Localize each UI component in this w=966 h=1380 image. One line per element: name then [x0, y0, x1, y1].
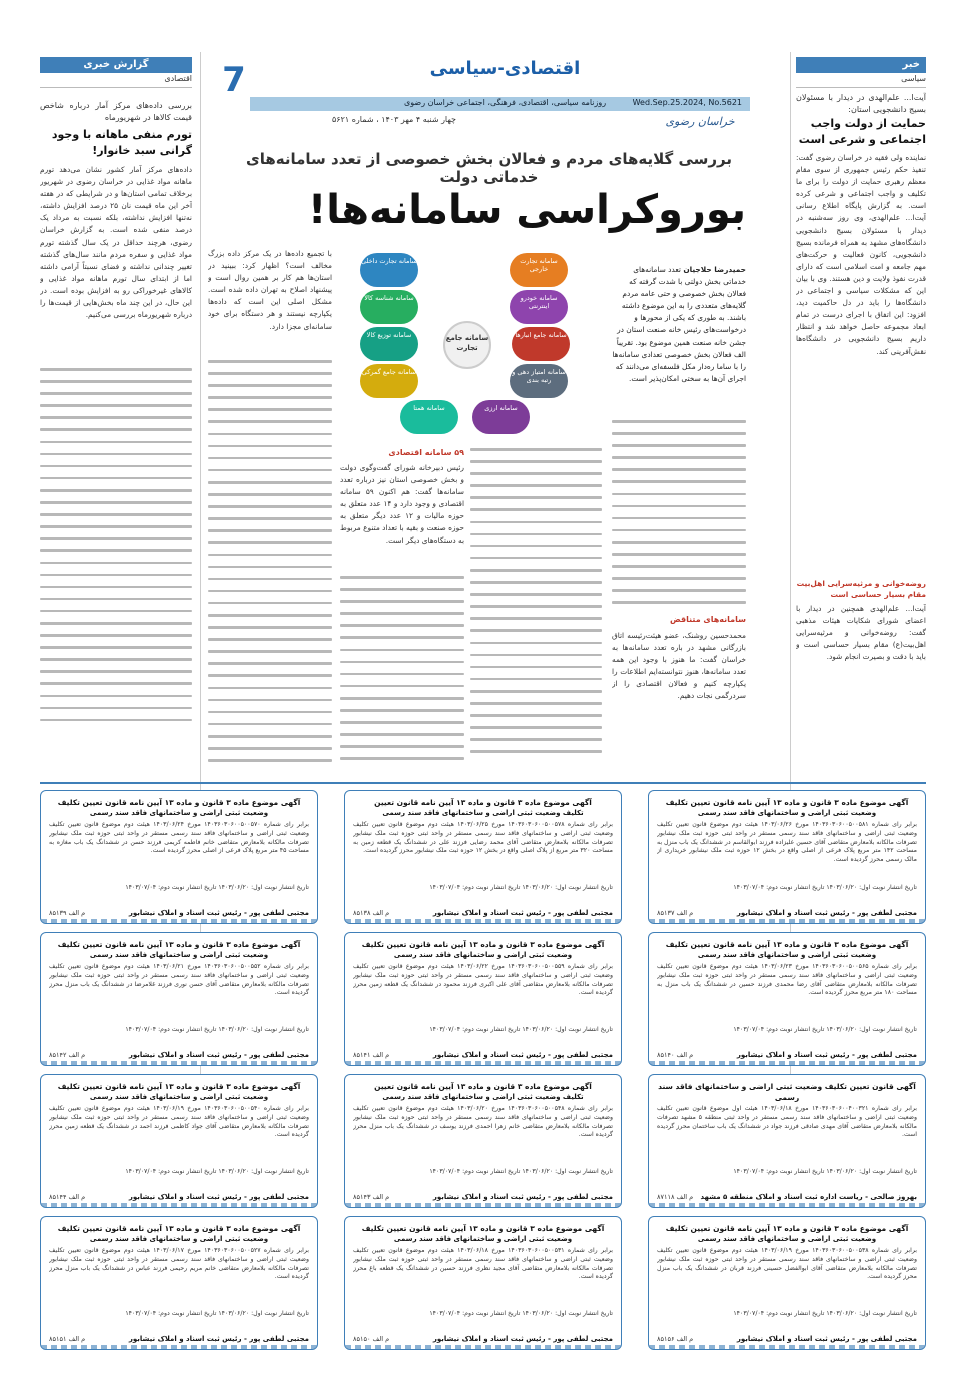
infographic-petal: سامانه توزیع کالا — [360, 327, 418, 361]
infographic-petal: سامانه شناسه کالا — [360, 290, 418, 324]
ad-border-stripe — [41, 1061, 317, 1065]
column-2-text-b — [470, 690, 602, 770]
ad-subtitle: وضعیت ثبتی اراضی و ساختمانهای فاقد سند رسمی — [393, 951, 573, 959]
date-en: Wed.Sep.25.2024, No.5621 — [632, 98, 742, 107]
ad-signature: مجتبی لطفی پور - رئیس ثبت اسناد و املاک نیشابور — [128, 1335, 309, 1343]
infographic-petal: سامانه جامع گمرکی — [360, 364, 418, 398]
ad-dates: تاریخ انتشار نوبت اول: ۱۴۰۳/۰۶/۲۰ تاریخ انتشار نوبت دوم: ۱۴۰۳/۰۷/۰۴ — [125, 1168, 309, 1175]
ad-title: آگهی موضوع ماده ۳ قانون و ماده ۱۳ آیین نامه قانون تعیین تکلیف — [57, 798, 301, 807]
ad-dates: تاریخ انتشار نوبت اول: ۱۴۰۳/۰۶/۲۰ تاریخ انتشار نوبت دوم: ۱۴۰۳/۰۷/۰۴ — [429, 1310, 613, 1317]
ad-dates: تاریخ انتشار نوبت اول: ۱۴۰۳/۰۶/۲۰ تاریخ انتشار نوبت دوم: ۱۴۰۳/۰۷/۰۴ — [429, 1168, 613, 1175]
ads-divider — [40, 782, 926, 784]
divider — [796, 87, 926, 88]
divider — [40, 87, 192, 88]
side-label-report: گزارش خبری — [40, 57, 192, 73]
ad-code: م الف ۸۵۱۴۲ — [49, 1051, 86, 1059]
ad-signature: مجتبی لطفی پور - رئیس ثبت اسناد و املاک نیشابور — [128, 1193, 309, 1201]
ad-code: م الف ۸۵۱۴۰ — [657, 1051, 694, 1059]
ad-title: آگهی موضوع ماده ۳ قانون و ماده ۱۳ آیین نامه قانون تعیین تکلیف — [57, 1224, 301, 1233]
ad-title: آگهی موضوع ماده ۳ قانون و ماده ۱۳ آیین نامه قانون تعیین تکلیف — [665, 1224, 909, 1233]
news-headline: حمایت از دولت واجب اجتماعی و شرعی است — [798, 117, 926, 146]
ad-signature: مجتبی لطفی پور - رئیس ثبت اسناد و املاک نیشابور — [128, 909, 309, 917]
ad-code: م الف ۸۵۱۳۸ — [353, 909, 390, 917]
ad-title: آگهی موضوع ماده ۳ قانون و ماده ۱۳ آیین نامه قانون تعیین تکلیف — [665, 940, 909, 949]
report-body-continued — [40, 368, 192, 728]
ad-subtitle: تکلیف وضعیت ثبتی اراضی و ساختمانهای فاقد سند رسمی — [382, 1093, 584, 1101]
subhead-59-systems: ۵۹ سامانه اقتصادی — [388, 448, 464, 457]
ad-body: برابر رای شماره ۱۴۰۳۶۰۳۰۶۰۰۵۰۰۵۳۸ مورخ ۱۴۰۳/۰۶/۱۹ هیئت دوم موضوع قانون تعیین تکلیف وضعیت ثبتی اراضی و ساختمانهای فاقد سند رسمی مستقر در واحد ثبتی حوزه ثبت ملک نیشابور تصرفات مالکانه بلامعارض متقاضی آقای ابوالفضل حسینی فرزند قربان در ششدانگ یک باب منزل محرز گردیده است. — [657, 1247, 917, 1281]
infographic — [360, 248, 570, 438]
ad-title: آگهی موضوع ماده ۳ قانون و ماده ۱۳ آیین نامه قانون تعیین — [374, 1082, 592, 1091]
ad-title: آگهی قانون تعیین تکلیف وضعیت ثبتی اراضی و ساختمانهای فاقد سند رسمی — [658, 1082, 916, 1102]
legal-ad — [40, 932, 318, 1066]
ad-body: برابر رای شماره ۱۴۰۳۶۰۳۰۶۰۰۵۰۰۵۷۸ مورخ ۱۴۰۳/۰۶/۲۵ هیئت دوم موضوع قانون تعیین تکلیف وضعیت ثبتی اراضی و ساختمانهای فاقد سند رسمی مستقر در واحد ثبتی حوزه ثبت ملک نیشابور تصرفات مالکانه بلامعارض متقاضی آقای محمد رضایی فرزند علی در ششدانگ یک قطعه زمین به مساحت ۳۲۰ متر مربع از پلاک اصلی واقع در بخش ۱۲ حوزه ثبت ملک نیشابور محرز گردیده است. — [353, 821, 613, 855]
header-bar — [250, 97, 750, 111]
report-headline: تورم منفی ماهانه با وجود گرانی سبد خانوار! — [51, 128, 192, 157]
ad-border-stripe — [649, 1345, 925, 1349]
ad-signature: مجتبی لطفی پور - رئیس ثبت اسناد و املاک نیشابور — [736, 1335, 917, 1343]
ad-signature: مجتبی لطفی پور - رئیس ثبت اسناد و املاک نیشابور — [432, 1335, 613, 1343]
report-intro: بررسی داده‌های مرکز آمار درباره شاخص قیمت کالاها در شهریورماه — [40, 101, 192, 123]
side-sub-economy: اقتصادی — [164, 74, 192, 83]
ad-body: برابر رای شماره ۱۴۰۳۶۰۳۰۶۰۰۵۰۰۵۵۲ مورخ ۱۴۰۳/۰۶/۲۱ هیئت دوم موضوع قانون تعیین تکلیف وضعیت ثبتی اراضی و ساختمانهای فاقد سند رسمی مستقر در واحد ثبتی حوزه ثبت ملک نیشابور تصرفات مالکانه بلامعارض متقاضی آقای حسن نوری فرزند غلامرضا در ششدانگ یک باب منزل محرز گردیده است. — [49, 963, 309, 997]
ad-code: م الف ۸۵۱۳۷ — [657, 909, 694, 917]
ad-body: برابر رای شماره ۱۴۰۳۶۰۳۰۶۰۰۵۰۰۵۵۹ مورخ ۱۴۰۳/۰۶/۲۲ هیئت دوم موضوع قانون تعیین تکلیف وضعیت ثبتی اراضی و ساختمانهای فاقد سند رسمی مستقر در واحد ثبتی حوزه ثبت ملک نیشابور تصرفات مالکانه بلامعارض متقاضی آقای علی اکبری فرزند محمود در ششدانگ یک قطعه زمین محرز گردیده است. — [353, 963, 613, 997]
ad-body: برابر رای شماره ۱۴۰۳۶۰۳۰۶۰۰۵۰۰۵۲۷ مورخ ۱۴۰۳/۰۶/۱۷ هیئت دوم موضوع قانون تعیین تکلیف وضعیت ثبتی اراضی و ساختمانهای فاقد سند رسمی مستقر در واحد ثبتی حوزه ثبت ملک نیشابور تصرفات مالکانه بلامعارض متقاضی خانم مریم رحیمی فرزند عباس در ششدانگ یک باب منزل محرز گردیده است. — [49, 1247, 309, 1281]
infographic-petal: سامانه خودرو اینترنتی — [510, 290, 568, 324]
side-label-news: خبر — [796, 57, 926, 73]
ad-signature: مجتبی لطفی پور - رئیس ثبت اسناد و املاک نیشابور — [432, 1051, 613, 1059]
lead-continued — [612, 420, 746, 610]
ad-code: م الف ۸۵۱۴۱ — [353, 1051, 390, 1059]
tagline: روزنامه سیاسی، اقتصادی، فرهنگی، اجتماعی خراسان رضوی — [404, 98, 607, 107]
ad-dates: تاریخ انتشار نوبت اول: ۱۴۰۳/۰۶/۲۰ تاریخ انتشار نوبت دوم: ۱۴۰۳/۰۷/۰۴ — [429, 884, 613, 891]
infographic-petal: سامانه امتیاز دهی و رتبه بندی — [510, 364, 568, 398]
ad-body: برابر رای شماره ۱۴۰۳۶۰۳۰۶۰۰۵۰۰۵۸۱ مورخ ۱۴۰۳/۰۶/۲۶ هیئت دوم موضوع قانون تعیین تکلیف وضعیت ثبتی اراضی و ساختمانهای فاقد سند رسمی مستقر در واحد ثبتی حوزه ثبت ملک نیشابور تصرفات مالکانه بلامعارض متقاضی آقای حسین علیزاده فرزند ابوالقاسم در ششدانگ یک باب منزل به مساحت ۱۴۲ متر مربع پلاک فرعی از اصلی واقع در بخش ۱۲ حوزه ثبت ملک نیشابور خریداری از مالک رسمی محرز گردیده است. — [657, 821, 917, 864]
ad-subtitle: تکلیف وضعیت ثبتی اراضی و ساختمانهای فاقد سند رسمی — [382, 809, 584, 817]
ad-code: م الف ۸۵۱۵۶ — [657, 1335, 694, 1343]
ad-body: برابر رای شماره ۱۴۰۳۶۰۳۰۶۰۰۴۰۰۳۲۱ مورخ ۱۴۰۳/۰۶/۱۸ هیئت اول موضوع قانون تعیین تکلیف وضعیت ثبتی اراضی و ساختمانهای فاقد سند رسمی مستقر در واحد ثبتی منطقه ۵ مشهد تصرفات مالکانه بلامعارض متقاضی آقای مهدی صادقی فرزند جواد در ششدانگ یک باب ساختمان محرز گردیده است. — [657, 1105, 917, 1139]
article-lead — [612, 264, 746, 385]
ad-subtitle: وضعیت ثبتی اراضی و ساختمانهای فاقد سند رسمی — [89, 1093, 269, 1101]
subhead-contradictory-body: محمدحسین روشنک، عضو هیئت‌رئیسه اتاق بازرگانی مشهد در باره تعدد سامانه‌ها به خراسان گفت: ما هنوز با وجود این همه تعدد سامانه‌ها، هنوز نتوانسته‌ایم اطلاعات را یکپارچه کنیم و فعالان اقتصادی را از سردرگمی نجات دهیم. — [612, 631, 746, 701]
ad-border-stripe — [41, 919, 317, 923]
ad-border-stripe — [345, 1345, 621, 1349]
infographic-petal: سامانه تجارت خارجی — [510, 253, 568, 287]
legal-ad — [344, 1074, 622, 1208]
column-2-text — [470, 448, 602, 688]
ad-subtitle: وضعیت ثبتی اراضی و ساختمانهای فاقد سند رسمی — [89, 809, 269, 817]
article-kicker: بررسی گلایه‌های مردم و فعالان بخش خصوصی از تعدد سامانه‌های خدماتی دولت — [245, 150, 733, 186]
infographic-center: سامانه جامع تجارت — [443, 321, 491, 369]
ad-dates: تاریخ انتشار نوبت اول: ۱۴۰۳/۰۶/۲۰ تاریخ انتشار نوبت دوم: ۱۴۰۳/۰۷/۰۴ — [733, 1310, 917, 1317]
ad-body: برابر رای شماره ۱۴۰۳۶۰۳۰۶۰۰۵۰۰۵۴۰ مورخ ۱۴۰۳/۰۶/۱۹ هیئت دوم موضوع قانون تعیین تکلیف وضعیت ثبتی اراضی و ساختمانهای فاقد سند رسمی مستقر در واحد ثبتی حوزه ثبت ملک نیشابور تصرفات مالکانه بلامعارض متقاضی آقای جواد کاظمی فرزند احمد در ششدانگ یک قطعه زمین محرز گردیده است. — [49, 1105, 309, 1139]
news-subbody: آیت‌ا... علم‌الهدی همچنین در دیدار با اعضای شورای شکایات هیئات مذهبی گفت: روضه‌خوانی و مرثیه‌سرایی اهل‌بیت(ع) مقام بسیار حساسی است و باید با دقت و بصیرت انجام شود. — [796, 604, 926, 662]
ad-title: آگهی موضوع ماده ۳ قانون و ماده ۱۳ آیین نامه قانون تعیین تکلیف — [57, 1082, 301, 1091]
ad-title: آگهی موضوع ماده ۳ قانون و ماده ۱۳ آیین نامه قانون تعیین تکلیف — [361, 940, 605, 949]
legal-ad — [40, 1216, 318, 1350]
ad-signature: مجتبی لطفی پور - رئیس ثبت اسناد و املاک نیشابور — [736, 909, 917, 917]
legal-ad — [344, 790, 622, 924]
ad-dates: تاریخ انتشار نوبت اول: ۱۴۰۳/۰۶/۲۰ تاریخ انتشار نوبت دوم: ۱۴۰۳/۰۷/۰۴ — [125, 884, 309, 891]
ad-code: م الف ۸۵۱۴۴ — [49, 1193, 86, 1201]
ad-dates: تاریخ انتشار نوبت اول: ۱۴۰۳/۰۶/۲۰ تاریخ انتشار نوبت دوم: ۱۴۰۳/۰۷/۰۴ — [733, 1168, 917, 1175]
ad-dates: تاریخ انتشار نوبت اول: ۱۴۰۳/۰۶/۲۰ تاریخ انتشار نوبت دوم: ۱۴۰۳/۰۷/۰۴ — [429, 1026, 613, 1033]
ad-dates: تاریخ انتشار نوبت اول: ۱۴۰۳/۰۶/۲۰ تاریخ انتشار نوبت دوم: ۱۴۰۳/۰۷/۰۴ — [733, 1026, 917, 1033]
ad-code: م الف ۸۷۱۱۸ — [657, 1193, 694, 1201]
ad-title: آگهی موضوع ماده ۳ قانون و ماده ۱۳ آیین نامه قانون تعیین تکلیف — [57, 940, 301, 949]
legal-ad — [648, 790, 926, 924]
ad-body: برابر رای شماره ۱۴۰۳۶۰۳۰۶۰۰۵۰۰۵۳۱ مورخ ۱۴۰۳/۰۶/۱۸ هیئت دوم موضوع قانون تعیین تکلیف وضعیت ثبتی اراضی و ساختمانهای فاقد سند رسمی مستقر در واحد ثبتی حوزه ثبت ملک نیشابور تصرفات مالکانه بلامعارض متقاضی آقای مجید نظری فرزند حسین در ششدانگ یک قطعه باغ محرز گردیده است. — [353, 1247, 613, 1281]
ad-subtitle: وضعیت ثبتی اراضی و ساختمانهای فاقد سند رسمی — [89, 1235, 269, 1243]
ad-border-stripe — [649, 1203, 925, 1207]
news-intro: آیت‌ا... علم‌الهدی در دیدار با مسئولان بسیج دانشجویی استان: — [796, 93, 926, 114]
ad-subtitle: وضعیت ثبتی اراضی و ساختمانهای فاقد سند رسمی — [697, 809, 877, 817]
legal-ad — [40, 790, 318, 924]
ad-code: م الف ۸۵۱۵۰ — [353, 1335, 390, 1343]
column-3-text — [340, 576, 464, 771]
legal-ad — [344, 932, 622, 1066]
section-title: اقتصادی-سیاسی — [429, 58, 581, 79]
ad-border-stripe — [41, 1345, 317, 1349]
ad-body: برابر رای شماره ۱۴۰۳۶۰۳۰۶۰۰۵۰۰۵۷۰ مورخ ۱۴۰۳/۰۶/۲۴ هیئت دوم موضوع قانون تعیین تکلیف وضعیت ثبتی اراضی و ساختمانهای فاقد سند رسمی مستقر در واحد ثبتی حوزه ثبت ملک نیشابور تصرفات مالکانه بلامعارض متقاضی خانم فاطمه کریمی فرزند حسن در ششدانگ یک باب مغازه به مساحت ۴۵ متر مربع پلاک فرعی از اصلی محرز گردیده است. — [49, 821, 309, 855]
news-body: نماینده ولی فقیه در خراسان رضوی گفت: تنفیذ حکم رئیس جمهوری از سوی مقام معظم رهبری حمایت از دولت را برای ما تکلیف و واجب اجتماعی و شرعی کرده است. به گزارش پایگاه اطلاع رسانی آیت‌ا... علم‌الهدی، وی روز سه‌شنبه در دیدار با مسئولان بسیج دانشجویی دانشگاه‌های مشهد به همراه فرمانده بسیج دانشجویی، کانون فعالیت و حرکت‌های مهم جامعه و امت اسلامی است که دارای قدرت نفوذ ولایت و دین هستند. وی با بیان این که مشکلات سیاسی و اجتماعی در دانشگاه‌ها را باید در دل حاکمیت دید، افزود: این اتفاق با اجرای درست در تمام ابعاد مجموعه حاصل خواهد شد و انتظار داریم بسیج دانشجویی در دانشگاه‌ها نقش‌آفرینی کند. — [796, 153, 926, 356]
side-sub-politics: سیاسی — [901, 74, 926, 83]
ad-border-stripe — [649, 1061, 925, 1065]
ad-title: آگهی موضوع ماده ۳ قانون و ماده ۱۳ آیین نامه قانون تعیین تکلیف — [665, 798, 909, 807]
ad-signature: مجتبی لطفی پور - رئیس ثبت اسناد و املاک نیشابور — [736, 1051, 917, 1059]
ad-border-stripe — [345, 919, 621, 923]
ad-border-stripe — [649, 919, 925, 923]
ad-body: برابر رای شماره ۱۴۰۳۶۰۳۰۶۰۰۵۰۰۵۶۵ مورخ ۱۴۰۳/۰۶/۲۳ هیئت دوم موضوع قانون تعیین تکلیف وضعیت ثبتی اراضی و ساختمانهای فاقد سند رسمی مستقر در واحد ثبتی حوزه ثبت ملک نیشابور تصرفات مالکانه بلامعارض متقاضی آقای رضا محمدی فرزند حسین در ششدانگ یک باب منزل به مساحت ۱۸۰ متر مربع محرز گردیده است. — [657, 963, 917, 997]
ad-border-stripe — [41, 1203, 317, 1207]
ad-code: م الف ۸۵۱۴۳ — [353, 1193, 390, 1201]
column-4-text: با تجمیع داده‌ها در یک مرکز داده بزرگ مخالف است؟ اظهار کرد: ببینید در استان‌ها هم کار بر همین روال است و پیشنهاد اصلاح به تهران داده شده است. مشکل اصلی این است که داده‌ها یکپارچه نیستند و هر دستگاه برای خود سامانه‌ای مجزا دارد. — [208, 249, 332, 331]
legal-ad — [648, 1074, 926, 1208]
article-headline: بوروکراسی سامانه‌ها! — [308, 187, 746, 233]
infographic-petal: سامانه همتا — [400, 400, 458, 434]
legal-ad — [648, 1216, 926, 1350]
ad-signature: بهروز صالحی - ریاست اداره ثبت اسناد و املاک منطقه ۵ مشهد — [700, 1193, 917, 1201]
ad-border-stripe — [345, 1203, 621, 1207]
ad-code: م الف ۸۵۱۳۹ — [49, 909, 86, 917]
ad-title: آگهی موضوع ماده ۳ قانون و ماده ۱۳ آیین نامه قانون تعیین تکلیف — [361, 1224, 605, 1233]
ad-signature: مجتبی لطفی پور - رئیس ثبت اسناد و املاک نیشابور — [128, 1051, 309, 1059]
lead-text: تعدد سامانه‌های خدماتی بخش دولتی با شدت گرفته که فعالان بخش خصوصی و حتی عامه مردم گلایه‌های متعددی را به این موضوع داشته باشند. به طوری که یکی از محورها و درخواست‌های رئیس خانه صنعت استان در جشن خانه صنعت همین موضوع بود. تقریباً الف فعالان بخش خصوصی تعدادی سامانه‌ها را با ساما ره‌دار مکل فلسفه‌ای می‌دانند که اجرای آن‌ها به سختی امکان‌پذیر است. — [612, 265, 746, 383]
ad-dates: تاریخ انتشار نوبت اول: ۱۴۰۳/۰۶/۲۰ تاریخ انتشار نوبت دوم: ۱۴۰۳/۰۷/۰۴ — [125, 1310, 309, 1317]
ad-title: آگهی موضوع ماده ۳ قانون و ماده ۱۳ آیین نامه قانون تعیین — [374, 798, 592, 807]
ad-signature: مجتبی لطفی پور - رئیس ثبت اسناد و املاک نیشابور — [432, 1193, 613, 1201]
legal-ad — [648, 932, 926, 1066]
report-body: داده‌های مرکز آمار کشور نشان می‌دهد تورم ماهانه مواد غذایی در خراسان رضوی در شهریور برخلاف تمامی استان‌ها و در شرایطی که در هفته آخر این ماه قیمت نان ۲۵ درصد افزایش داشته، نه‌تنها افزایش نداشته، بلکه نسبت به مرداد یک درصد منفی شده است. به گزارش خراسان رضوی، هرچند حداقل در یک سال گذشته تورم مواد غذایی و سفره مردم مانند سال‌های گذشته تغییر چندانی نداشته و فضای نسبتاً آرامی داشته اما از ابتدای سال تورم ماهانه مواد غذایی و کالاهای غیرخوراکی رو به افزایش بوده است. در این حال، در این چند ماه بخش‌هایی از قیمت‌ها را درباره شهریورماه بررسی می‌کنیم. — [40, 165, 192, 320]
legal-ad — [40, 1074, 318, 1208]
news-subheadline: روضه‌خوانی و مرثیه‌سرایی اهل‌بیت مقام بسیار حساسی است — [796, 579, 926, 599]
legal-ad — [344, 1216, 622, 1350]
ad-subtitle: وضعیت ثبتی اراضی و ساختمانهای فاقد سند رسمی — [89, 951, 269, 959]
column-4-text-continued — [208, 360, 332, 772]
ad-subtitle: وضعیت ثبتی اراضی و ساختمانهای فاقد سند رسمی — [697, 951, 877, 959]
subhead-contradictory: سامانه‌های متناقض — [670, 615, 746, 624]
ad-subtitle: وضعیت ثبتی اراضی و ساختمانهای فاقد سند رسمی — [393, 1235, 573, 1243]
ad-dates: تاریخ انتشار نوبت اول: ۱۴۰۳/۰۶/۲۰ تاریخ انتشار نوبت دوم: ۱۴۰۳/۰۷/۰۴ — [733, 884, 917, 891]
infographic-petal: سامانه ارزی — [472, 400, 530, 434]
byline: حمیدرضا حلاجیان — [683, 265, 746, 274]
ad-code: م الف ۸۵۱۵۱ — [49, 1335, 86, 1343]
date-fa: چهار شنبه ۴ مهر ۱۴۰۳ ، شماره ۵۶۲۱ — [331, 115, 456, 124]
ad-border-stripe — [345, 1061, 621, 1065]
infographic-petal: سامانه تجارت داخلی — [360, 253, 418, 287]
newspaper-logo: خراسان رضوی — [665, 115, 735, 128]
ad-signature: مجتبی لطفی پور - رئیس ثبت اسناد و املاک نیشابور — [432, 909, 613, 917]
infographic-petal: سامانه جامع انبارها — [512, 327, 570, 361]
ad-body: برابر رای شماره ۱۴۰۳۶۰۳۰۶۰۰۵۰۰۵۴۸ مورخ ۱۴۰۳/۰۶/۲۰ هیئت دوم موضوع قانون تعیین تکلیف وضعیت ثبتی اراضی و ساختمانهای فاقد سند رسمی مستقر در واحد ثبتی حوزه ثبت ملک نیشابور تصرفات مالکانه بلامعارض متقاضی خانم زهرا احمدی فرزند یوسف در ششدانگ یک باب منزل محرز گردیده است. — [353, 1105, 613, 1139]
subhead-59-systems-body: رئیس دبیرخانه شورای گفت‌وگوی دولت و بخش خصوصی استان نیز درباره تعدد سامانه‌ها گفت: هم اکنون ۵۹ سامانه اقتصادی و وجود دارد و ۱۴ عدد متعلق به حوزه مالیات و ۱۲ عدد دیگر متعلق به حوزه صنعت و بقیه با تعداد متنوع مربوط به دستگاه‌های دیگر است. — [340, 463, 464, 545]
ad-dates: تاریخ انتشار نوبت اول: ۱۴۰۳/۰۶/۲۰ تاریخ انتشار نوبت دوم: ۱۴۰۳/۰۷/۰۴ — [125, 1026, 309, 1033]
page-number: 7 — [222, 60, 246, 100]
ad-subtitle: وضعیت ثبتی اراضی و ساختمانهای فاقد سند رسمی — [697, 1235, 877, 1243]
